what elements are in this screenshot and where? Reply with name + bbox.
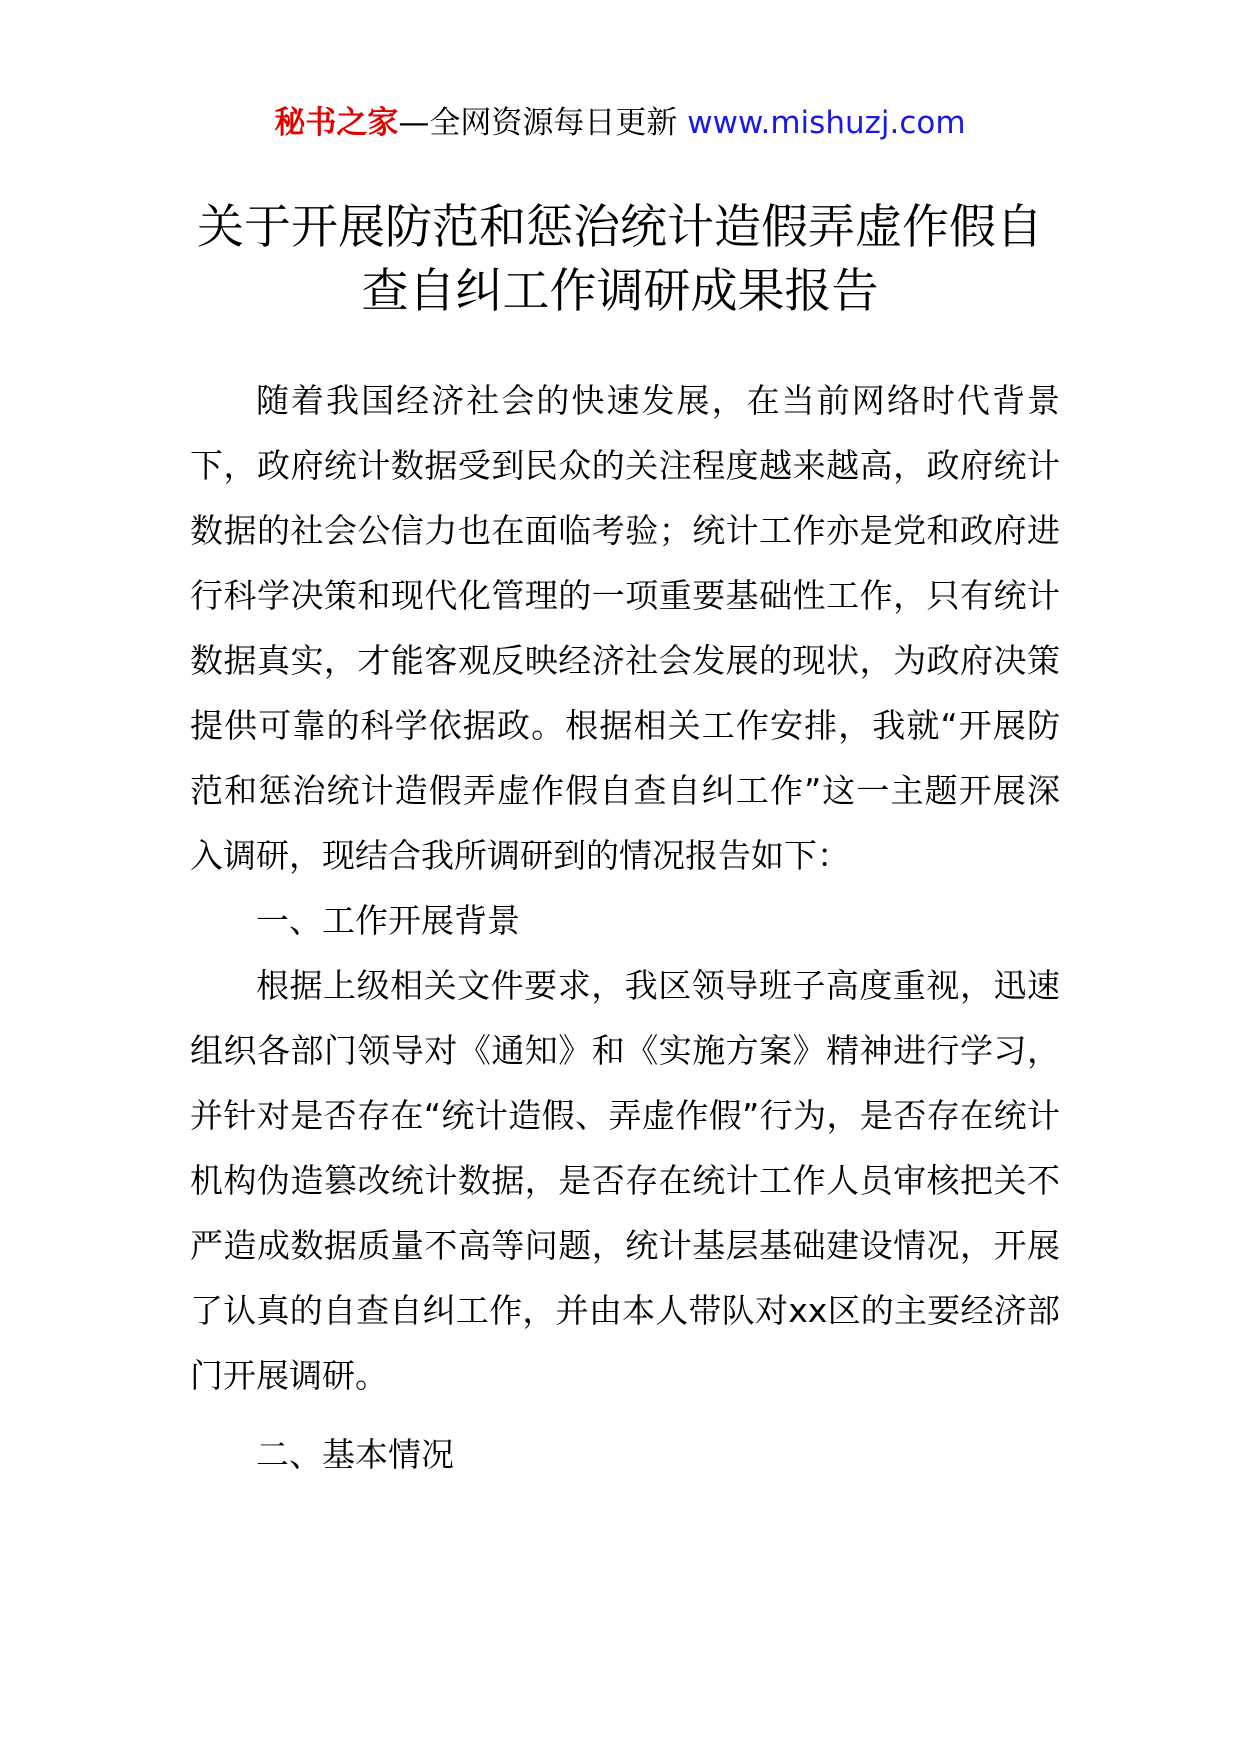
background-paragraph: 根据上级相关文件要求，我区领导班子高度重视，迅速组织各部门领导对《通知》和《实施方案》精神进行学习，并针对是否存在“统计造假、弄虚作假”行为，是否存在统计机构伪造篡改统计数据，是否存在统计工作人员审核把关不严造成数据质量不高等问题，统计基层基础建设情况，开展了认真的自查自纠工作，并由本人带队对xx区的主要经济部门开展调研。 (190, 966, 1060, 1395)
document-body (190, 368, 1060, 1487)
section-heading-basic-situation: 二、基本情况 (256, 1435, 454, 1474)
page-header (0, 100, 1240, 146)
document-title-line-1: 关于开展防范和惩治统计造假弄虚作假自 (197, 200, 1043, 255)
header-slogan: —全网资源每日更新 (398, 105, 688, 141)
section-heading-background: 一、工作开展背景 (256, 901, 520, 940)
intro-paragraph: 随着我国经济社会的快速发展，在当前网络时代背景下，政府统计数据受到民众的关注程度越来越高，政府统计数据的社会公信力也在面临考验；统计工作亦是党和政府进行科学决策和现代化管理的一项重要基础性工作，只有统计数据真实，才能客观反映经济社会发展的现状，为政府决策提供可靠的科学依据政。根据相关工作安排，我就“开展防范和惩治统计造假弄虚作假自查自纠工作”这一主题开展深入调研，现结合我所调研到的情况报告如下： (190, 381, 1060, 875)
brand-name: 秘书之家 (274, 105, 399, 141)
site-url-link[interactable]: www.mishuzj.com (687, 105, 966, 141)
document-title-line-2: 查自纠工作调研成果报告 (361, 264, 879, 319)
document-title (150, 196, 1090, 324)
